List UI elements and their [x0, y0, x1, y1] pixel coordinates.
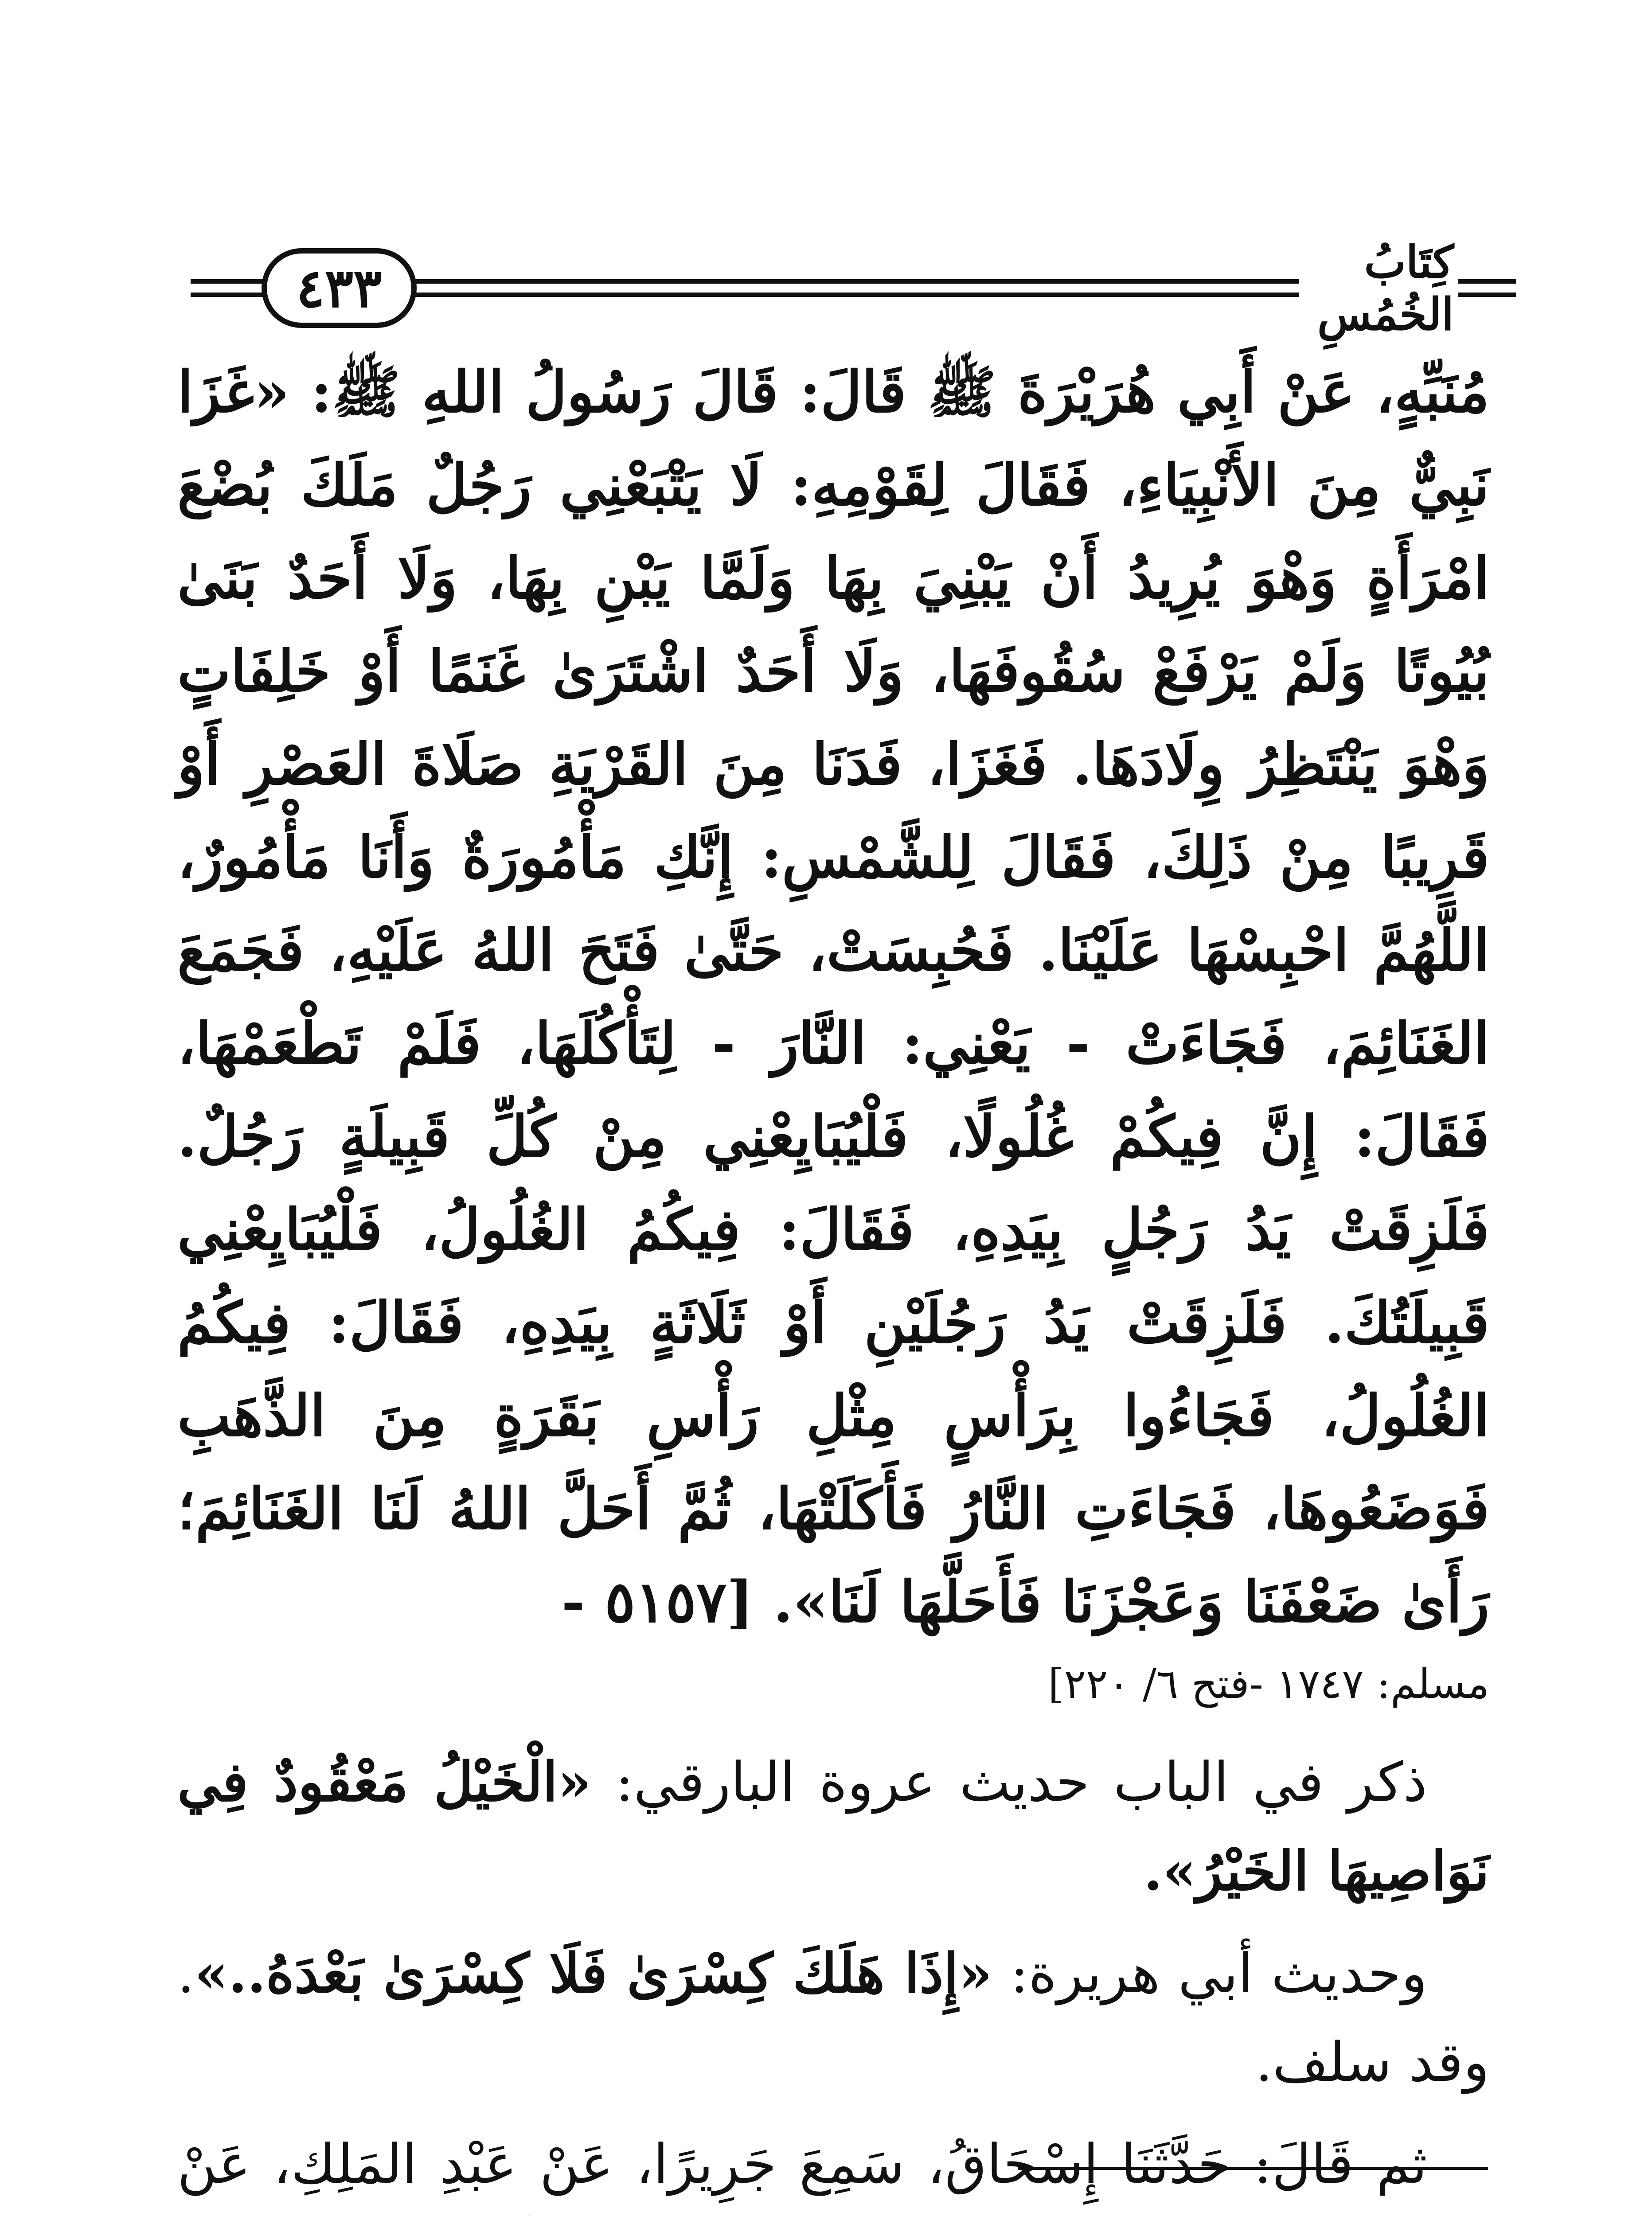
page-number: ٤٣٣ [262, 248, 417, 328]
paragraph-tail: . وقد سلف. [177, 1942, 1489, 2094]
quoted-hadith: «الْخَيْلُ مَعْقُودٌ فِي نَوَاصِيهَا الخَيْرُ». [177, 1750, 1489, 1903]
paragraph-abu-hurayra [177, 1929, 1489, 2107]
header-rule-left [191, 279, 266, 297]
page-header [191, 236, 1516, 340]
main-text [177, 346, 1489, 2216]
header-rule-right [1458, 279, 1516, 297]
footnote-1 [176, 2198, 1488, 2216]
quoted-hadith: «إِذَا هَلَكَ كِسْرَىٰ فَلَا كِسْرَىٰ بَعْدَهُ..» [194, 1941, 992, 2005]
hadith-reference: مسلم: ١٧٤٧ -فتح ٦/ ٢٢٠] [1048, 1660, 1489, 1708]
paragraph-lead: ذكر في الباب حديث عروة البارقي: [591, 1751, 1427, 1814]
footnote-separator [1018, 2167, 1488, 2170]
paragraph-body: ثم قَالَ: حَدَّثَنَا إِسْحَاقُ، سَمِعَ جَرِيرًا، عَنْ عَبْدِ المَلِكِ، عَنْ [177, 2133, 1427, 2196]
hadith-text: مُنَبِّهٍ، عَنْ أَبِي هُرَيْرَةَ ﷺ قَالَ: قَالَ رَسُولُ اللهِ ﷺ: «غَزَا نَبِيٌّ مِنَ الأَنْبِيَاءِ، فَقَالَ لِقَوْمِهِ: لَا يَتْبَعْنِي رَجُلٌ مَلَكَ بُضْعَ امْرَأَةٍ وَهْوَ يُرِيدُ أَنْ يَبْنِيَ بِهَا وَلَمَّا يَبْنِ بِهَا، وَلَا أَحَدٌ بَنَىٰ بُيُوتًا وَلَمْ يَرْفَعْ سُقُوفَهَا، وَلَا أَحَدٌ اشْتَرَىٰ غَنَمًا أَوْ خَلِفَاتٍ وَهْوَ يَنْتَظِرُ وِلَادَهَا. فَغَزَا، فَدَنَا مِنَ القَرْيَةِ صَلَاةَ العَصْرِ أَوْ قَرِيبًا مِنْ ذَلِكَ، فَقَالَ لِلشَّمْسِ: إِنَّكِ مَأْمُورَةٌ وَأَنَا مَأْمُورٌ، اللَّهُمَّ احْبِسْهَا عَلَيْنَا. فَحُبِسَتْ، حَتَّىٰ فَتَحَ اللهُ عَلَيْهِ، فَجَمَعَ الغَنَائِمَ، فَجَاءَتْ - يَعْنِي: النَّارَ - لِتَأْكُلَهَا، فَلَمْ تَطْعَمْهَا، فَقَالَ: إِنَّ فِيكُمْ غُلُولًا، فَلْيُبَايِعْنِي مِنْ كُلِّ قَبِيلَةٍ رَجُلٌ. فَلَزِقَتْ يَدُ رَجُلٍ بِيَدِهِ، فَقَالَ: فِيكُمُ الغُلُولُ، فَلْيُبَايِعْنِي قَبِيلَتُكَ. فَلَزِقَتْ يَدُ رَجُلَيْنِ أَوْ ثَلَاثَةٍ بِيَدِهِ، فَقَالَ: فِيكُمُ الغُلُولُ، فَجَاءُوا بِرَأْسٍ مِثْلِ رَأْسِ بَقَرَةٍ مِنَ الذَّهَبِ فَوَضَعُوهَا، فَجَاءَتِ النَّارُ فَأَكَلَتْهَا، ثُمَّ أَحَلَّ اللهُ لَنَا الغَنَائِمَ؛ رَأَىٰ ضَعْفَنَا وَعَجْزَنَا فَأَحَلَّهَا لَنَا». [٥١٥٧ - [177, 359, 1490, 1635]
header-rule-middle [412, 279, 1299, 297]
paragraph-urwa [177, 1737, 1489, 1916]
footnotes [176, 2198, 1488, 2216]
chapter-title: كِتَابُ الخُمُسِ [1317, 236, 1454, 340]
paragraph-lead: وحديث أبي هريرة: [992, 1942, 1427, 2005]
footnote-number [1434, 2198, 1488, 2216]
